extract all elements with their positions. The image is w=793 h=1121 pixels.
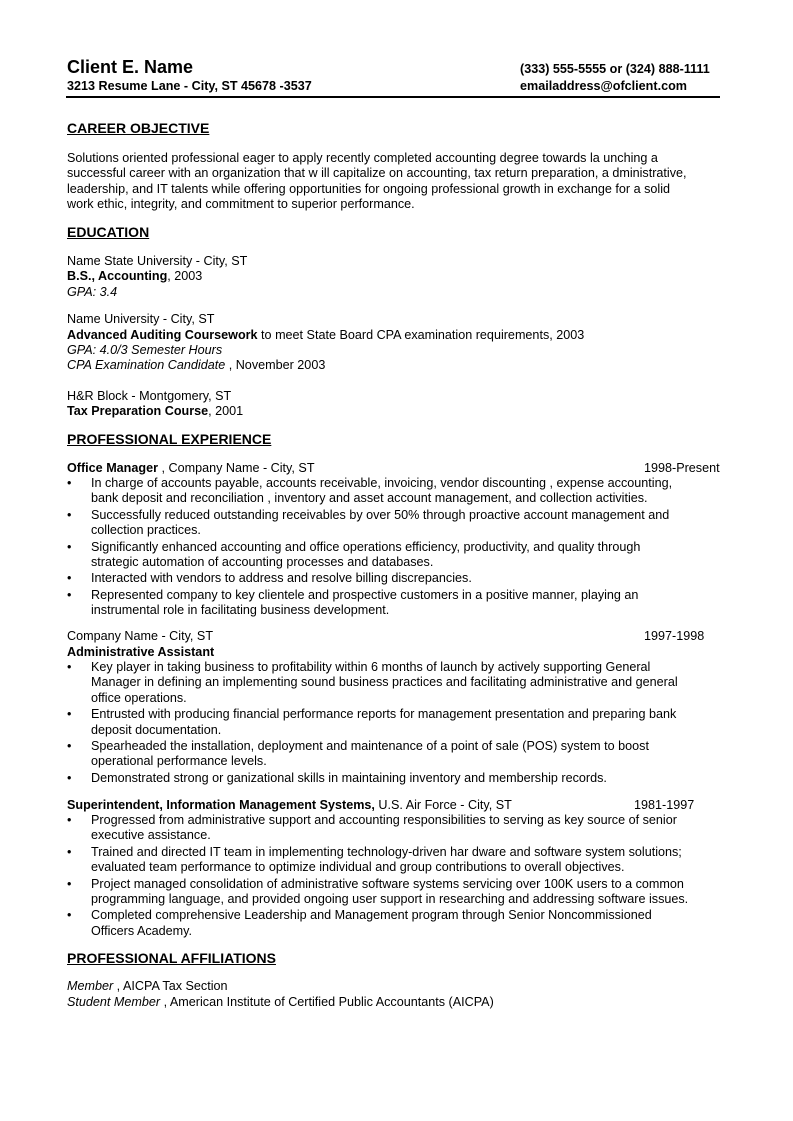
list-item: • Project managed consolidation of administrative software systems servicing over 100K users to a common programming language, and provided ongoing user support in researching and addressing software issues. [67, 877, 722, 908]
list-item: • Demonstrated strong or ganizational skills in maintaining inventory and membership records. [67, 771, 722, 786]
header-rule [66, 96, 720, 98]
job-3-role: Superintendent, Information Management Systems, [67, 798, 375, 812]
job-3-bullets [67, 813, 722, 940]
affiliation-1-org: , AICPA Tax Section [113, 979, 228, 993]
job-3-company: U.S. Air Force - City, ST [374, 798, 512, 812]
edu-1-gpa: GPA: 3.4 [67, 285, 118, 299]
edu-3-school: H&R Block - Montgomery, ST [67, 389, 232, 403]
list-item: • Successfully reduced outstanding receivables by over 50% through proactive account management and collection practices. [67, 508, 722, 539]
objective-text: Solutions oriented professional eager to apply recently completed accounting degree towards la unching a successful career with an organization that w ill capitalize on accounting, tax return preparation, a dministrative, leadership, and IT talents while offering opportunities for ongoing professional growth in exchange for a solid work ethic, integrity, and commitment to superior performance. [67, 151, 687, 212]
list-item: • Interacted with vendors to address and resolve billing discrepancies. [67, 571, 722, 586]
edu-2-candidate-date: , November 2003 [225, 358, 326, 372]
job-2-dates: 1997-1998 [644, 629, 705, 643]
edu-2-candidate: CPA Examination Candidate [67, 358, 226, 372]
affiliation-2-role: Student Member [67, 995, 161, 1009]
edu-3-course: Tax Preparation Course [67, 404, 209, 418]
section-education: EDUCATION [67, 224, 150, 240]
edu-2-school: Name University - City, ST [67, 312, 215, 326]
list-item: • Progressed from administrative support and accounting responsibilities to serving as key source of senior executive assistance. [67, 813, 722, 844]
list-item: • Completed comprehensive Leadership and Management program through Senior Noncommissioned Officers Academy. [67, 908, 722, 939]
job-1-dates: 1998-Present [644, 461, 720, 475]
list-item: • Spearheaded the installation, deployment and maintenance of a point of sale (POS) system to boost operational performance levels. [67, 739, 722, 770]
client-name: Client E. Name [67, 57, 194, 77]
job-1-title-line [67, 461, 315, 476]
edu-3-year: , 2001 [208, 404, 244, 418]
job-1-bullets [67, 476, 722, 620]
job-1-role: Office Manager [67, 461, 158, 475]
section-professional-experience: PROFESSIONAL EXPERIENCE [67, 431, 272, 447]
list-item: • In charge of accounts payable, accounts receivable, invoicing, vendor discounting , expense accounting, bank deposit and reconciliation , inventory and asset account management, and collection activities. [67, 476, 722, 507]
edu-2-course: Advanced Auditing Coursework [67, 328, 258, 342]
edu-1-school: Name State University - City, ST [67, 254, 248, 268]
edu-2-candidate-line [67, 358, 325, 373]
list-item: • Key player in taking business to profitability within 6 months of launch by actively supporting General Manager in defining an implementing sound business practices and facilitating administrative and general office operations. [67, 660, 722, 706]
list-item: • Represented company to key clientele and prospective customers in a positive manner, playing an instrumental role in facilitating business development. [67, 588, 722, 619]
edu-1-degree-line [67, 269, 202, 284]
section-professional-affiliations: PROFESSIONAL AFFILIATIONS [67, 950, 276, 966]
phone: (333) 555-5555 or (324) 888-1111 [520, 62, 710, 76]
affiliation-2 [67, 995, 494, 1010]
affiliation-1-role: Member [67, 979, 114, 993]
list-item: • Entrusted with producing financial performance reports for management presentation and preparing bank deposit documentation. [67, 707, 722, 738]
section-career-objective: CAREER OBJECTIVE [67, 120, 210, 136]
job-1-company: , Company Name - City, ST [157, 461, 315, 475]
job-3-title-line [67, 798, 512, 813]
edu-1-degree: B.S., Accounting [67, 269, 168, 283]
edu-1-year: , 2003 [167, 269, 203, 283]
affiliation-1 [67, 979, 228, 994]
affiliation-2-org: , American Institute of Certified Public Accountants (AICPA) [160, 995, 494, 1009]
job-3-dates: 1981-1997 [634, 798, 695, 812]
email: emailaddress@ofclient.com [520, 79, 687, 93]
edu-2-detail: to meet State Board CPA examination requirements, 2003 [257, 328, 585, 342]
job-2-role: Administrative Assistant [67, 645, 215, 659]
job-2-company: Company Name - City, ST [67, 629, 214, 643]
edu-2-course-line [67, 328, 584, 343]
list-item: • Trained and directed IT team in implementing technology-driven har dware and software system solutions; evaluated team performance to optimize individual and group contributions to overall objectives. [67, 845, 722, 876]
job-2-bullets [67, 660, 722, 787]
edu-2-gpa: GPA: 4.0/3 Semester Hours [67, 343, 223, 357]
address: 3213 Resume Lane - City, ST 45678 -3537 [67, 79, 312, 93]
edu-3-course-line [67, 404, 243, 419]
list-item: • Significantly enhanced accounting and office operations efficiency, productivity, and quality through strategic automation of accounting processes and databases. [67, 540, 722, 571]
